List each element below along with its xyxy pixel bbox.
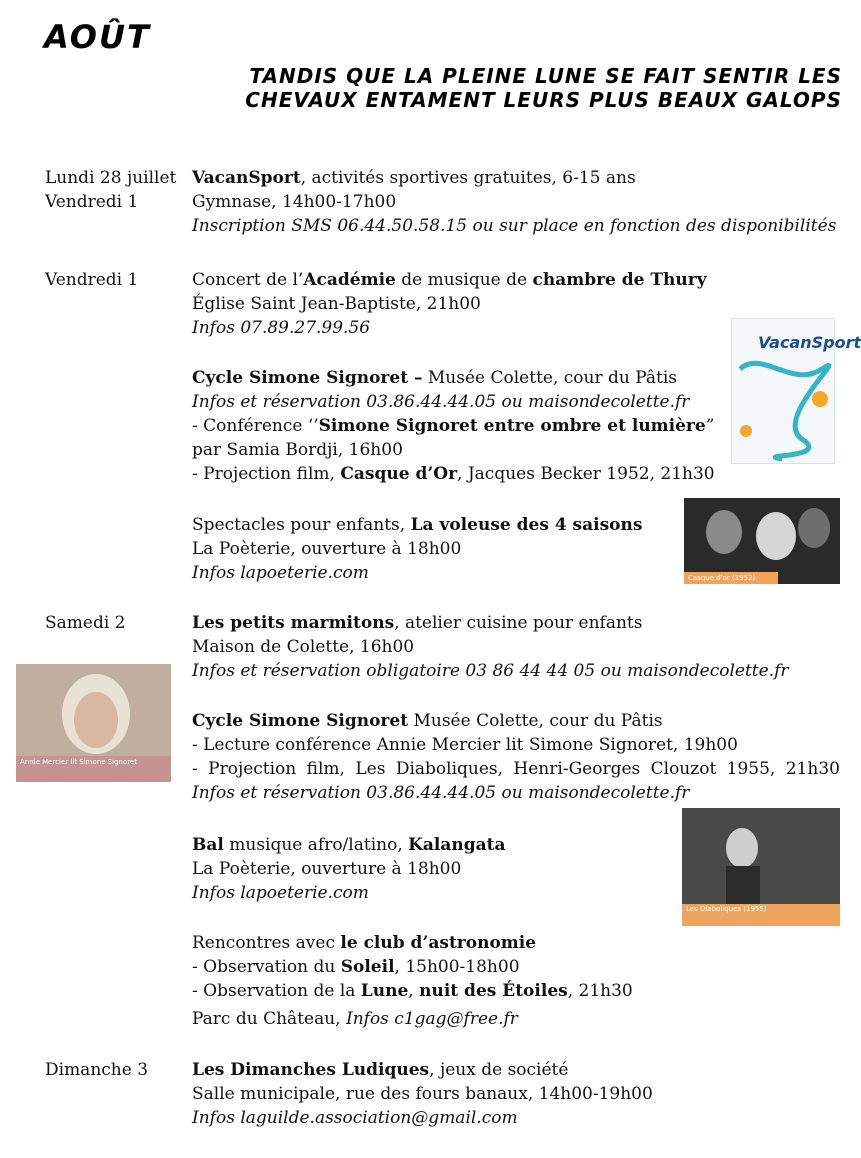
annie-mercier-photo xyxy=(16,664,171,782)
event-bal-title: Bal musique afro/latino, Kalangata xyxy=(192,835,506,855)
vacansport-poster-image xyxy=(731,318,861,464)
event-dimanches-ludiques-place: Salle municipale, rue des fours banaux, 14h00-19h00 xyxy=(192,1084,653,1104)
event-projection-diaboliques: - Projection film, Les Diaboliques, Henri-Georges Clouzot 1955, 21h30 xyxy=(192,759,840,779)
event-astronomie-place: Parc du Château, Infos c1gag@free.fr xyxy=(192,1009,518,1029)
day-label: Samedi 2 xyxy=(45,613,126,633)
day-label: Vendredi 1 xyxy=(45,192,139,212)
casque-dor-photo xyxy=(684,498,840,584)
event-bal-place: La Poèterie, ouverture à 18h00 xyxy=(192,859,462,879)
day-label: Vendredi 1 xyxy=(45,270,139,290)
event-concert-title: Concert de l’Académie de musique de chambre de Thury xyxy=(192,270,707,290)
event-conference: - Conférence ‘’Simone Signoret entre ombre et lumière” xyxy=(192,416,715,436)
event-vacansport-place: Gymnase, 14h00-17h00 xyxy=(192,192,397,212)
event-marmitons-info: Infos et réservation obligatoire 03 86 44 44 05 ou maisondecolette.fr xyxy=(192,661,789,681)
poster-title: VacanSport xyxy=(758,333,861,352)
event-dimanches-ludiques-title: Les Dimanches Ludiques, jeux de société xyxy=(192,1060,569,1080)
tagline-line-2: CHEVAUX ENTAMENT LEURS PLUS BEAUX GALOPS xyxy=(245,88,842,112)
event-concert-place: Église Saint Jean-Baptiste, 21h00 xyxy=(192,294,481,314)
event-vacansport-title: VacanSport, activités sportives gratuites, 6-15 ans xyxy=(192,168,636,188)
event-spectacle-info: Infos lapoeterie.com xyxy=(192,563,369,583)
event-spectacle-place: La Poèterie, ouverture à 18h00 xyxy=(192,539,462,559)
photo-caption: Casque d'or (1952) xyxy=(684,572,778,584)
event-observation-soleil: - Observation du Soleil, 15h00-18h00 xyxy=(192,957,520,977)
event-lecture: - Lecture conférence Annie Mercier lit Simone Signoret, 19h00 xyxy=(192,735,738,755)
event-projection-casque-dor: - Projection film, Casque d’Or, Jacques Becker 1952, 21h30 xyxy=(192,464,715,484)
event-vacansport-info: Inscription SMS 06.44.50.58.15 ou sur place en fonction des disponibilités xyxy=(192,216,837,236)
event-conference-speaker: par Samia Bordji, 16h00 xyxy=(192,440,403,460)
day-label: Dimanche 3 xyxy=(45,1060,149,1080)
event-marmitons-place: Maison de Colette, 16h00 xyxy=(192,637,415,657)
event-observation-lune: - Observation de la Lune, nuit des Étoiles, 21h30 xyxy=(192,981,633,1001)
day-label: Lundi 28 juillet xyxy=(45,168,177,188)
event-spectacle-title: Spectacles pour enfants, La voleuse des 4 saisons xyxy=(192,515,643,535)
event-bal-info: Infos lapoeterie.com xyxy=(192,883,369,903)
tagline-line-1: TANDIS QUE LA PLEINE LUNE SE FAIT SENTIR LES xyxy=(249,64,842,88)
event-cycle-signoret-info: Infos et réservation 03.86.44.44.05 ou maisondecolette.fr xyxy=(192,392,690,412)
les-diaboliques-photo xyxy=(682,808,840,926)
event-dimanches-ludiques-info: Infos laguilde.association@gmail.com xyxy=(192,1108,518,1128)
event-cycle-signoret-2-title: Cycle Simone Signoret Musée Colette, cour du Pâtis xyxy=(192,711,663,731)
event-marmitons-title: Les petits marmitons, atelier cuisine pour enfants xyxy=(192,613,643,633)
event-cycle-signoret-2-info: Infos et réservation 03.86.44.44.05 ou maisondecolette.fr xyxy=(192,783,690,803)
event-cycle-signoret-title: Cycle Simone Signoret – Musée Colette, cour du Pâtis xyxy=(192,368,678,388)
page-title-month: AOÛT xyxy=(44,18,151,56)
photo-caption: Annie Mercier lit Simone Signoret xyxy=(16,756,171,782)
event-astronomie-title: Rencontres avec le club d’astronomie xyxy=(192,933,537,953)
event-concert-info: Infos 07.89.27.99.56 xyxy=(192,318,371,338)
photo-caption: Les Diaboliques (1955) xyxy=(682,904,840,926)
